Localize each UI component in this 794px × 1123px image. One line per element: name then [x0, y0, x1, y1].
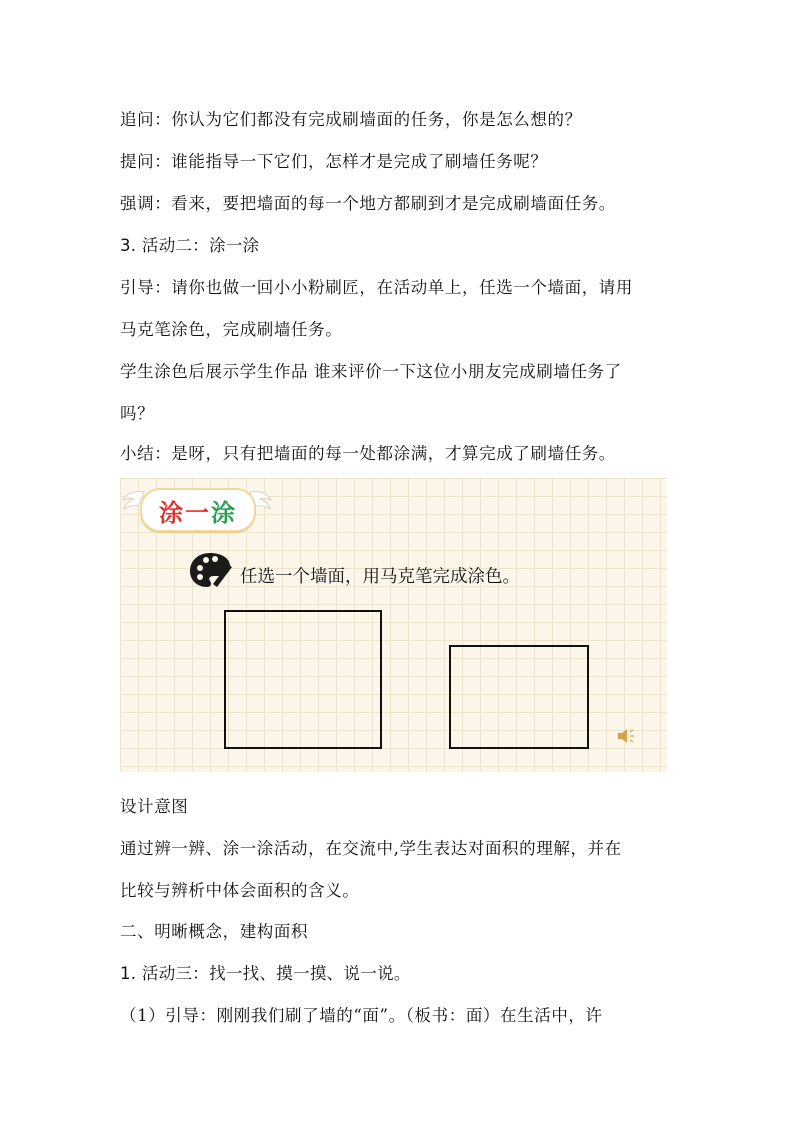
badge-char-3: 涂 — [211, 499, 237, 527]
slide-instruction: 任选一个墙面，用马克笔完成涂色。 — [240, 567, 520, 587]
paragraph-design-intent-cont: 比较与辨析中体会面积的含义。 — [120, 881, 360, 900]
paragraph-question: 提问：谁能指导一下它们，怎样才是完成了刷墙任务呢？ — [120, 152, 548, 171]
paragraph-emphasis: 强调：看来，要把墙面的每一个地方都刷到才是完成刷墙面任务。 — [120, 194, 616, 213]
badge-title — [142, 493, 254, 528]
heading-section-two: 二、明晰概念，建构面积 — [120, 922, 309, 941]
paragraph-guide-cont: 马克笔涂色，完成刷墙任务。 — [120, 320, 343, 339]
paragraph-guide: 引导：请你也做一回小小粉刷匠，在活动单上，任选一个墙面，请用 — [120, 278, 633, 297]
wall-rectangle-large — [224, 610, 382, 749]
badge-char-1: 涂 — [159, 499, 185, 527]
paragraph-student-work-cont: 吗？ — [120, 404, 155, 423]
activity-slide-image — [120, 478, 667, 772]
speaker-icon[interactable] — [616, 726, 636, 746]
activity-badge — [140, 488, 256, 532]
paragraph-summary: 小结：是呀，只有把墙面的每一处都涂满，才算完成了刷墙任务。 — [120, 444, 616, 463]
wall-rectangle-small — [449, 645, 589, 749]
paragraph-design-intent: 通过辨一辨、涂一涂活动，在交流中,学生表达对面积的理解，并在 — [120, 839, 622, 858]
heading-activity-two: 3. 活动二：涂一涂 — [120, 236, 260, 255]
palette-icon — [188, 550, 234, 590]
paragraph-followup-question: 追问：你认为它们都没有完成刷墙面的任务，你是怎么想的？ — [120, 110, 582, 129]
badge-char-2: 一 — [185, 499, 211, 527]
paragraph-student-work: 学生涂色后展示学生作品 谁来评价一下这位小朋友完成刷墙任务了 — [120, 362, 622, 381]
heading-design-intent: 设计意图 — [120, 797, 189, 816]
heading-activity-three: 1. 活动三：找一找、摸一摸、说一说。 — [120, 964, 411, 983]
paragraph-guide-activity-three: （1）引导：刚刚我们刷了墙的“面”。（板书：面）在生活中，许 — [120, 1006, 603, 1025]
